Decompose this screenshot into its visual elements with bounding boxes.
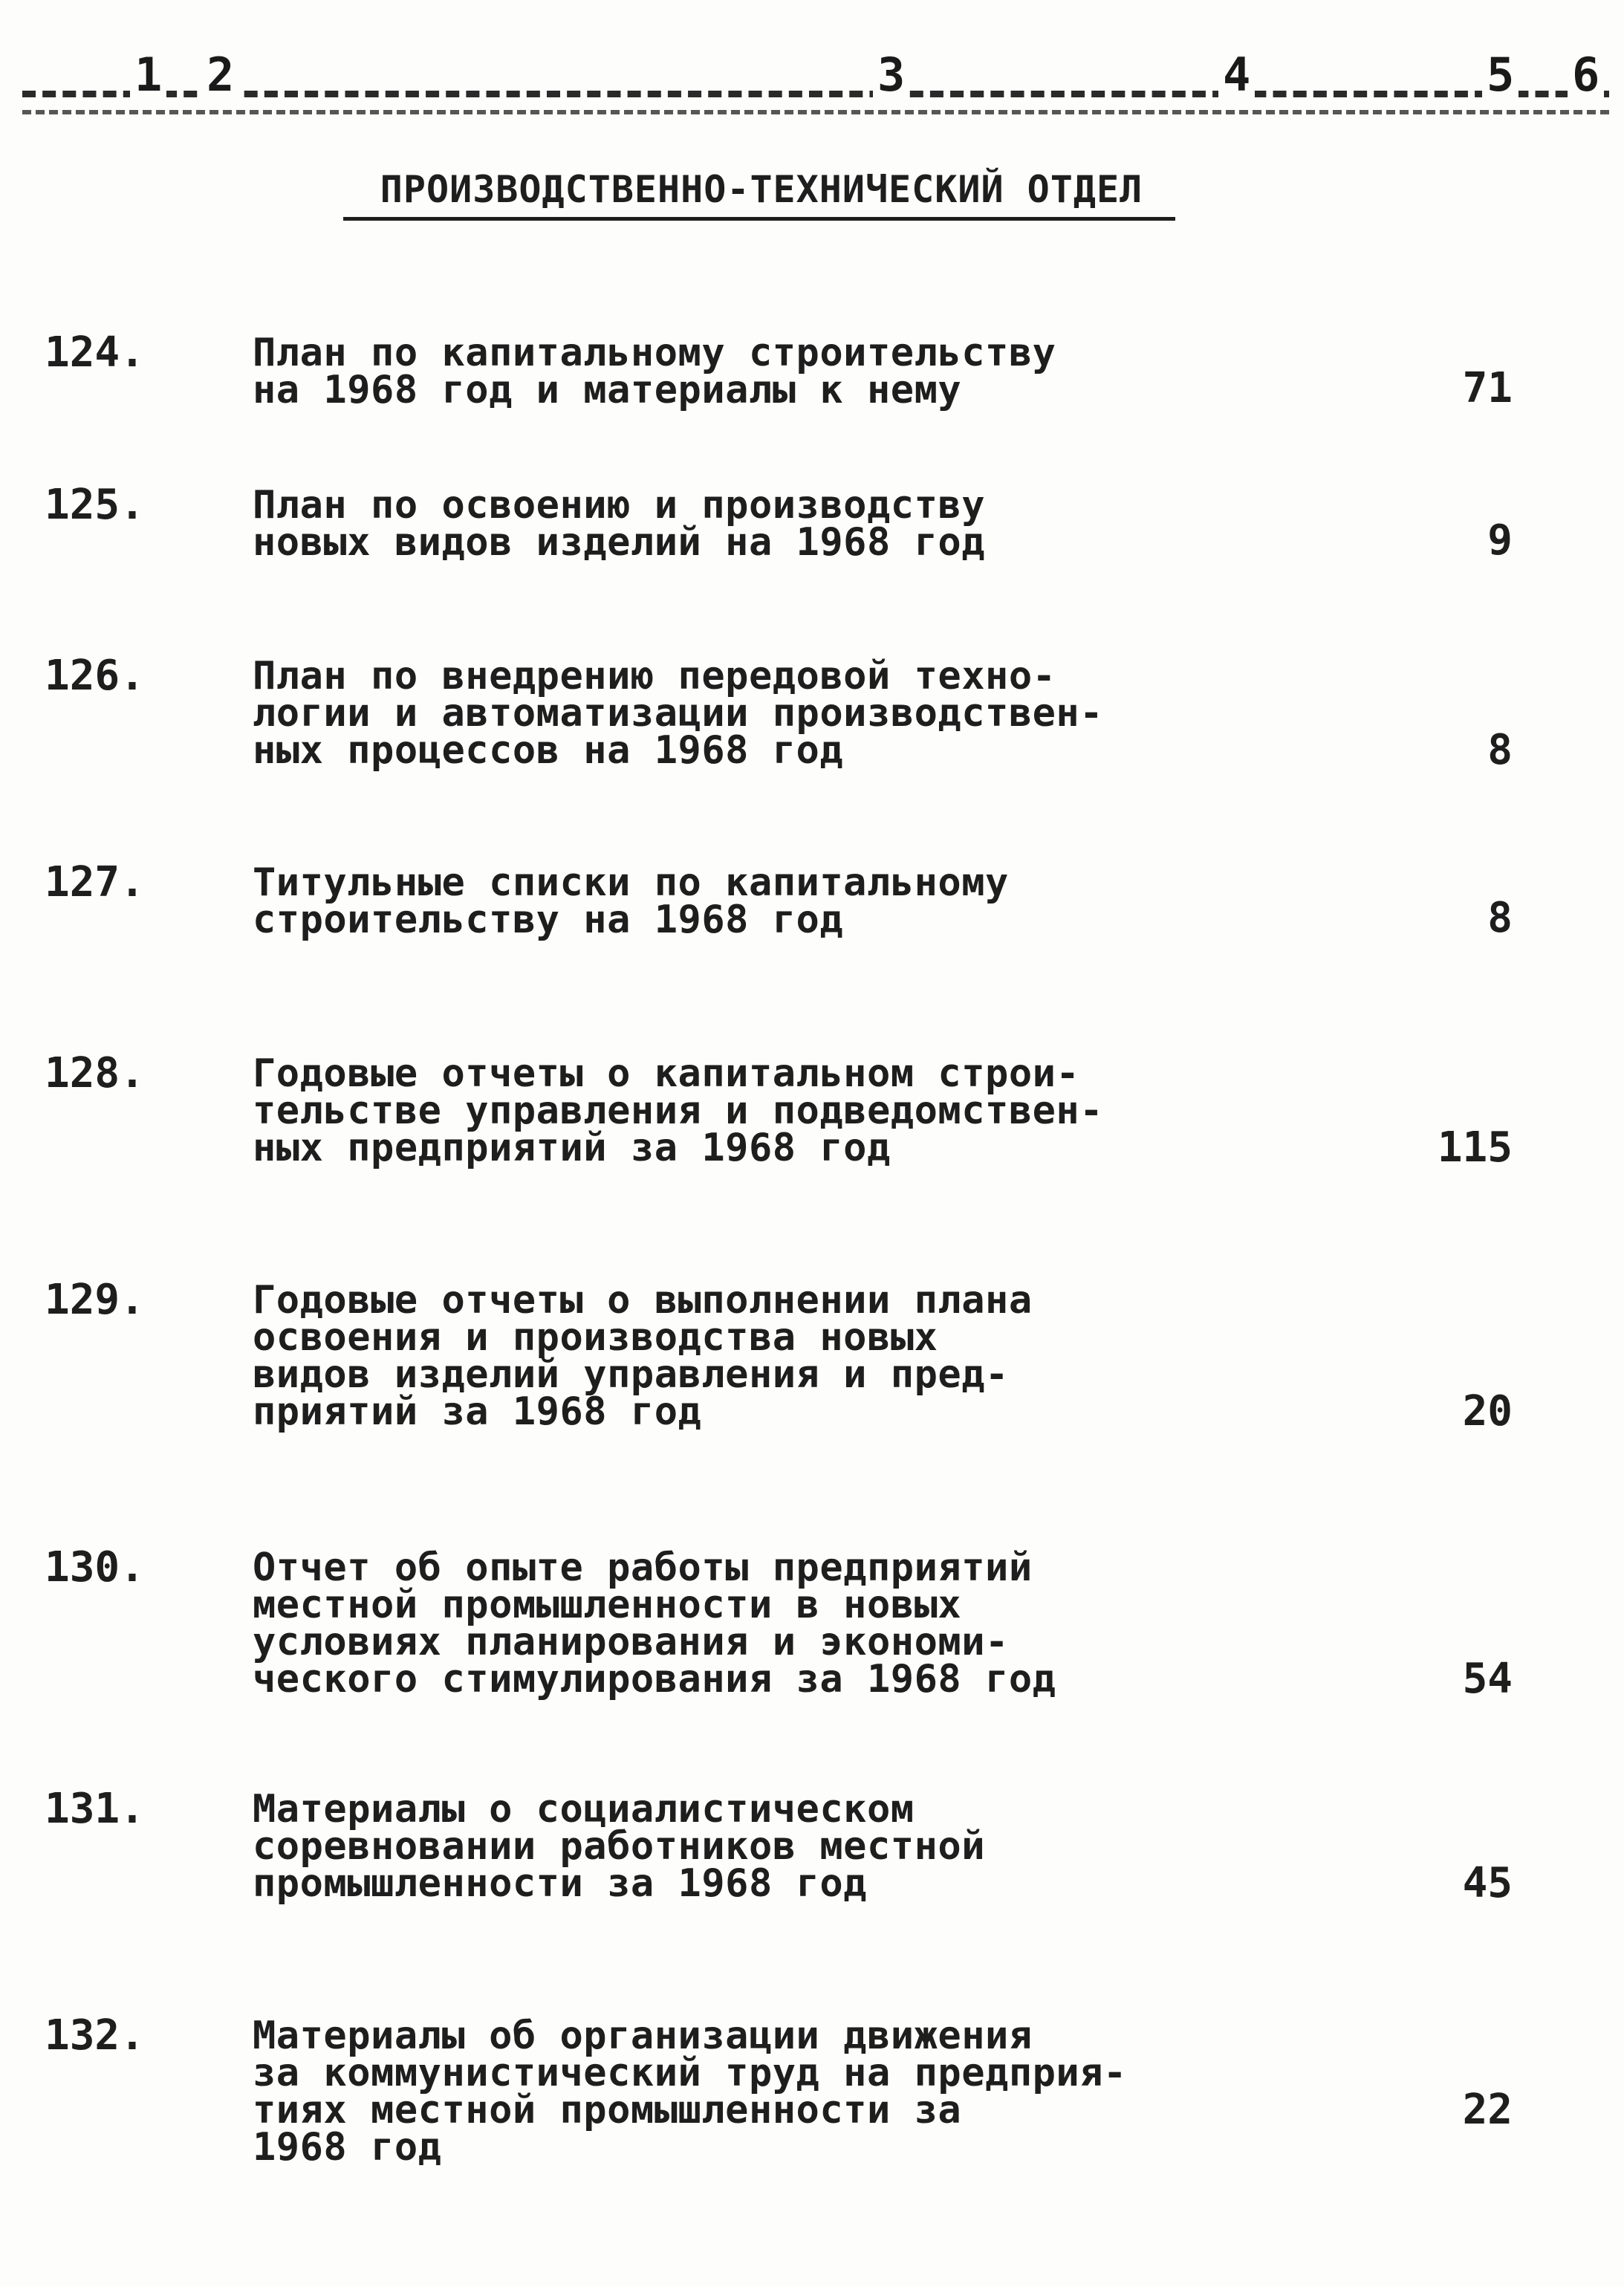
entry-number: 128. [45, 1049, 145, 1097]
entry-sheet-count: 20 [1462, 1387, 1513, 1436]
heading-underline [343, 217, 1175, 221]
entry-sheet-count: 8 [1487, 726, 1513, 774]
entry-number: 129. [45, 1276, 145, 1324]
entry-title: Титульные списки по капитальному строительству на 1968 год [253, 860, 1009, 942]
entry-title: Отчет об опыте работы предприятий местной промышленности в новых условиях планирования и экономи- ческого стимулирования за 1968 год [253, 1545, 1056, 1702]
ruler-col-5: 5 [1482, 52, 1519, 98]
entry-sheet-count: 22 [1462, 2086, 1513, 2134]
entry-sheet-count: 115 [1437, 1123, 1513, 1172]
entry-title: Материалы об организации движения за коммунистический труд на предприя- тиях местной промышленности за 1968 год [253, 2014, 1127, 2170]
entry-number: 124. [45, 328, 145, 377]
column-number-ruler [0, 48, 1624, 119]
entry-number: 125. [45, 481, 145, 529]
entry-title: План по освоению и производству новых видов изделий на 1968 год [253, 483, 986, 565]
entry-number: 131. [45, 1785, 145, 1833]
ruler-dash-line-lower [22, 110, 1609, 114]
department-heading: ПРОИЗВОДСТВЕННО-ТЕХНИЧЕСКИЙ ОТДЕЛ [380, 168, 1143, 211]
ruler-dash-line [22, 91, 1609, 97]
entry-number: 127. [45, 858, 145, 906]
ruler-col-3: 3 [873, 52, 909, 98]
entry-title: Годовые отчеты о выполнении плана освоения и производства новых видов изделий управления и пред- приятий за 1968 год [253, 1278, 1033, 1434]
ruler-col-4: 4 [1218, 52, 1255, 98]
ruler-col-6: 6 [1568, 52, 1604, 98]
entry-number: 126. [45, 652, 145, 700]
entry-sheet-count: 8 [1487, 894, 1513, 942]
entry-number: 130. [45, 1543, 145, 1592]
entry-sheet-count: 54 [1462, 1655, 1513, 1703]
entry-sheet-count: 45 [1462, 1859, 1513, 1907]
entry-title: План по внедрению передовой техно- логии и автоматизации производствен- ных процессов на 1968 год [253, 654, 1104, 773]
entry-sheet-count: 9 [1487, 516, 1513, 565]
entry-number: 132. [45, 2011, 145, 2060]
entry-title: Годовые отчеты о капитальном строи- тельстве управления и подведомствен- ных предприятий за 1968 год [253, 1051, 1104, 1170]
ruler-col-2: 2 [202, 52, 238, 98]
entry-sheet-count: 71 [1462, 364, 1513, 412]
entry-title: План по капитальному строительству на 1968 год и материалы к нему [253, 331, 1056, 412]
ruler-col-1: 1 [130, 52, 166, 98]
entry-title: Материалы о социалистическом соревновании работников местной промышленности за 1968 год [253, 1787, 986, 1906]
